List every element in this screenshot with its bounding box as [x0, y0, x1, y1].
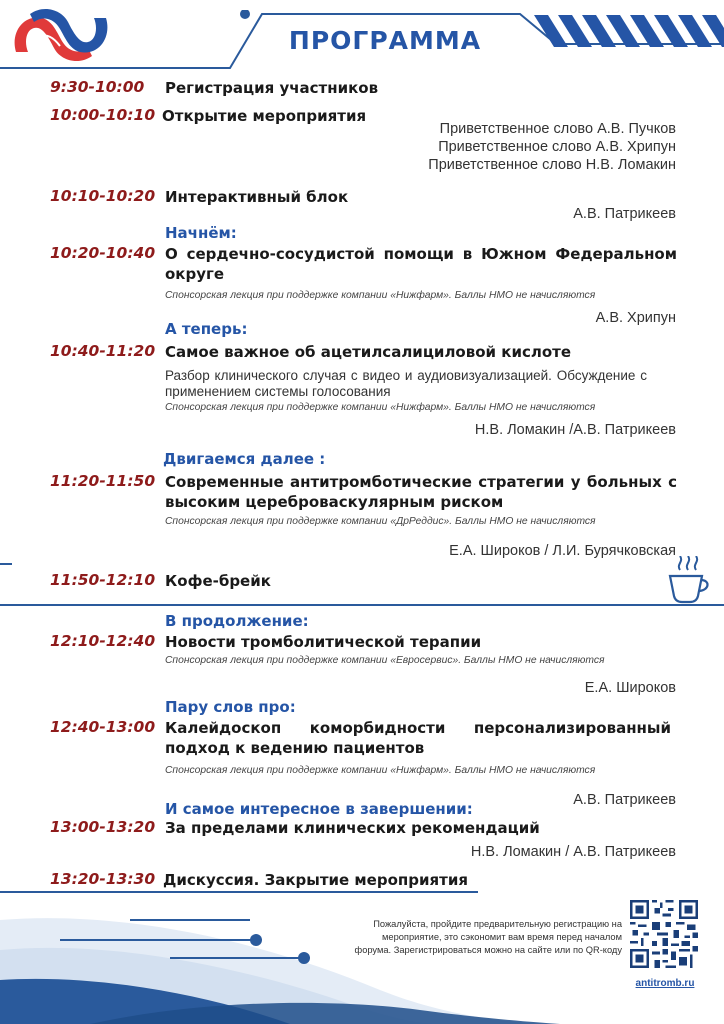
divider	[0, 563, 12, 565]
time-slot: 10:40-11:20	[50, 342, 156, 360]
sponsor-note: Спонсорская лекция при поддержке компании «Нижфарм». Баллы НМО не начисляются	[165, 402, 596, 413]
header-stripes	[530, 15, 724, 47]
coffee-cup-icon	[664, 556, 710, 606]
time-slot: 13:20-13:30	[50, 870, 156, 888]
speaker: Приветственное слово А.В. Хрипун	[438, 139, 676, 155]
time-slot: 10:00-10:10	[50, 106, 156, 124]
session-title: Современные антитромботические стратегии у больных с высоким цереброваскулярным риском	[165, 473, 677, 511]
time-slot: 12:10-12:40	[50, 632, 156, 650]
time-slot: 9:30-10:00	[50, 78, 145, 96]
section-heading: Пару слов про:	[165, 698, 296, 716]
sponsor-note: Спонсорская лекция при поддержке компании «Нижфарм». Баллы НМО не начисляются	[165, 290, 596, 301]
time-slot: 13:00-13:20	[50, 818, 156, 836]
session-title: Дискуссия. Закрытие мероприятия	[163, 871, 468, 889]
speaker: Приветственное слово А.В. Пучков	[439, 121, 676, 137]
session-title: Самое важное об ацетилсалициловой кислоте	[165, 343, 572, 361]
page-title: ПРОГРАММА	[288, 26, 482, 55]
session-title: Новости тромболитической терапии	[165, 633, 482, 651]
speaker: А.В. Патрикеев	[573, 792, 676, 808]
qr-code-icon[interactable]	[630, 900, 698, 968]
website-link[interactable]: antitromb.ru	[635, 978, 695, 989]
time-slot: 10:20-10:40	[50, 244, 156, 262]
speaker: Приветственное слово Н.В. Ломакин	[428, 157, 676, 173]
speaker: Е.А. Широков	[584, 680, 676, 696]
section-heading: Двигаемся далее :	[163, 450, 326, 468]
session-title: За пределами клинических рекомендаций	[165, 819, 540, 837]
session-title: Кофе-брейк	[165, 572, 271, 590]
sponsor-note: Спонсорская лекция при поддержке компании «ДрРеддис». Баллы НМО не начисляются	[165, 516, 596, 527]
speaker: А.В. Патрикеев	[573, 206, 676, 222]
section-heading: А теперь:	[165, 320, 248, 338]
speaker: Н.В. Ломакин /А.В. Патрикеев	[474, 422, 676, 438]
sponsor-note: Спонсорская лекция при поддержке компании «Нижфарм». Баллы НМО не начисляются	[165, 765, 596, 776]
divider	[0, 604, 724, 606]
session-title: Интерактивный блок	[165, 188, 349, 206]
speaker: Н.В. Ломакин / А.В. Патрикеев	[470, 844, 676, 860]
session-title: Регистрация участников	[165, 79, 379, 97]
sponsor-note: Спонсорская лекция при поддержке компании «Евросервис». Баллы НМО не начисляются	[165, 655, 605, 666]
time-slot: 10:10-10:20	[50, 187, 156, 205]
section-heading: И самое интересное в завершении:	[165, 800, 473, 818]
time-slot: 12:40-13:00	[50, 718, 156, 736]
registration-note: Пожалуйста, пройдите предварительную регистрацию на мероприятие, это сэкономит вам время перед началом форума. Зарегистрироваться можно на сайте или по QR-коду	[354, 919, 622, 955]
time-slot: 11:20-11:50	[50, 472, 156, 490]
time-slot: 11:50-12:10	[50, 571, 156, 589]
speaker: А.В. Хрипун	[595, 310, 676, 326]
section-heading: В продолжение:	[165, 612, 309, 630]
speaker: Е.А. Широков / Л.И. Бурячковская	[449, 543, 676, 559]
section-heading: Начнём:	[165, 224, 237, 242]
session-description: Разбор клинического случая с видео и аудиовизуализацией. Обсуждение с применением системы голосования	[165, 368, 647, 399]
session-title: О сердечно-сосудистой помощи в Южном Федеральном округе	[165, 245, 677, 283]
session-title: Открытие мероприятия	[162, 107, 367, 125]
session-title: Калейдоскоп коморбидности персонализированный подход к ведению пациентов	[165, 719, 671, 757]
